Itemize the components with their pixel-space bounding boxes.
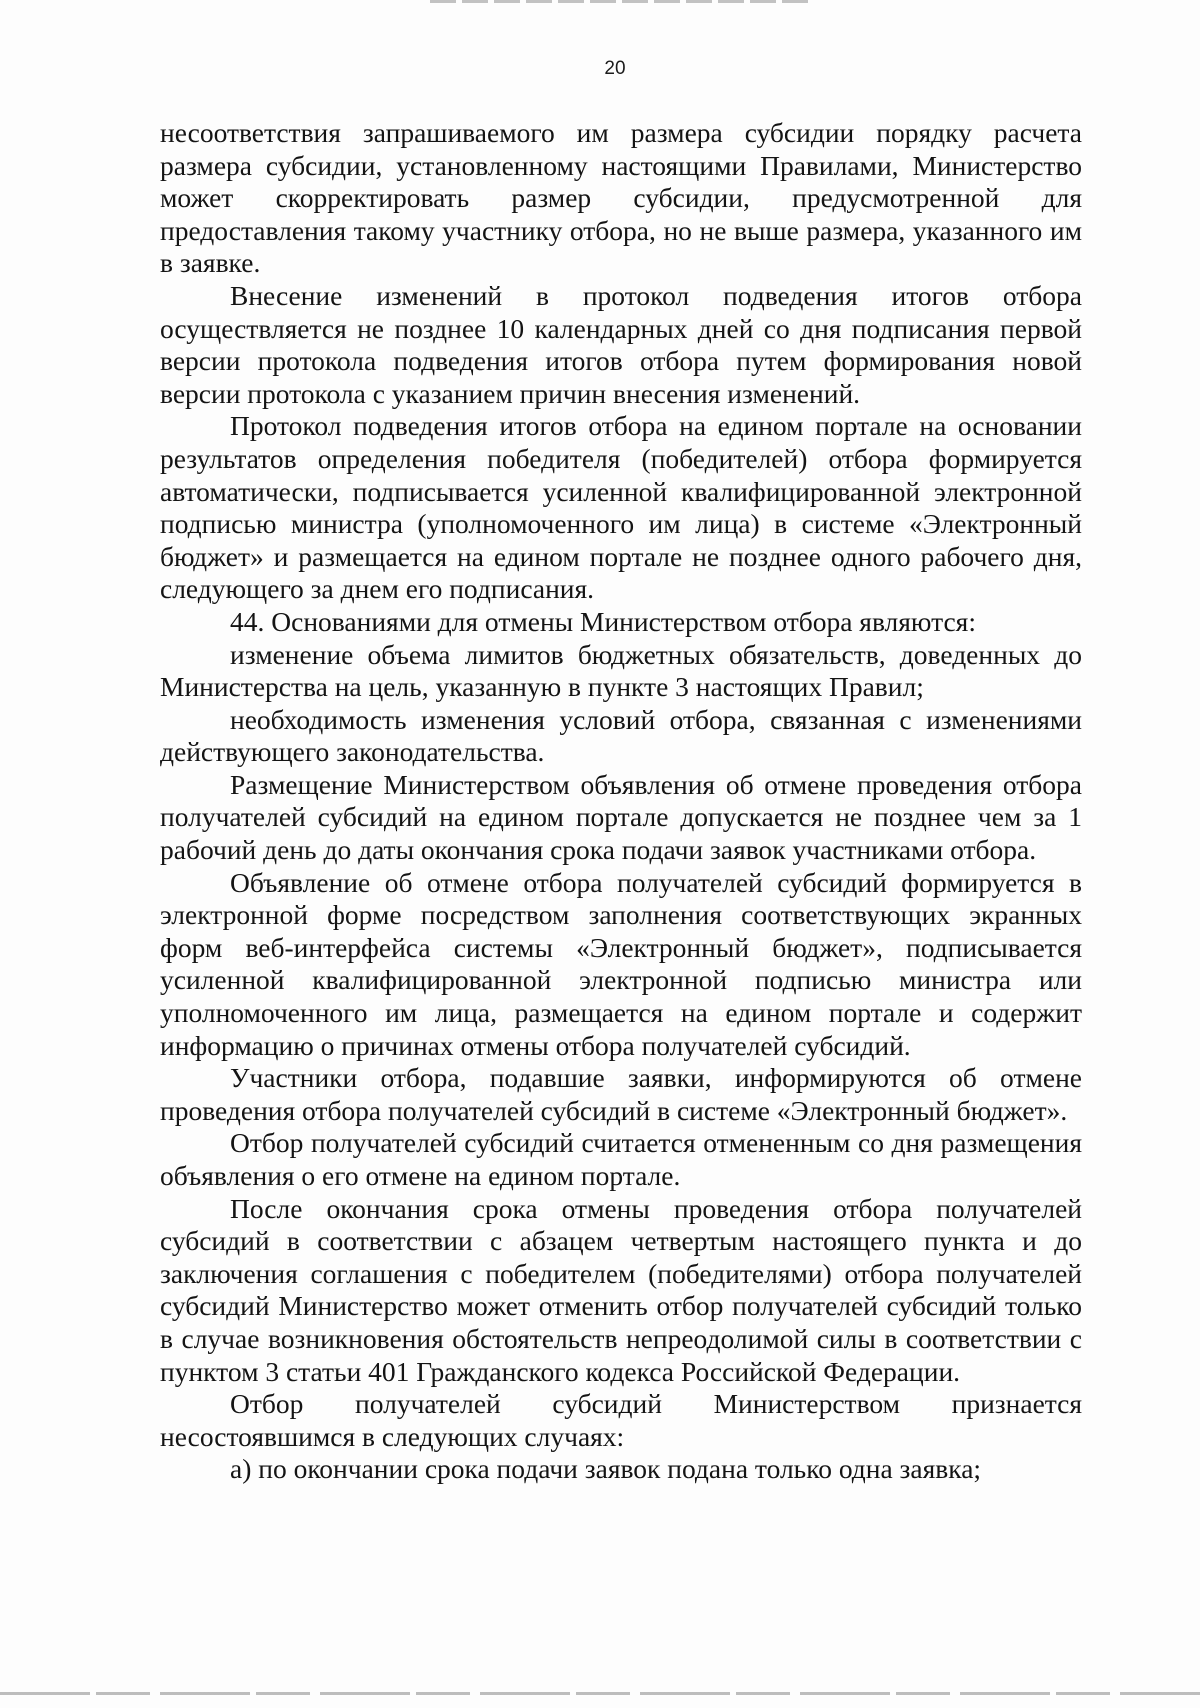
paragraph: Объявление об отмене отбора получателей субсидий формируется в электронной форме посредством заполнения соответствующих экранных форм веб-интерфейса системы «Электронный бюджет», подписывается усиленной квалифицированной электронной подписью министра или уполномоченного им лица, размещается на едином портале и содержит информацию о причинах отмены отбора получателей субсидий. — [160, 866, 1082, 1061]
paragraph: Отбор получателей субсидий Министерством признается несостоявшимся в следующих случаях: — [160, 1388, 1082, 1452]
paragraph: 44. Основаниями для отмены Министерством отбора являются: — [230, 605, 976, 637]
paragraph: Размещение Министерством объявления об отмене проведения отбора получателей субсидий на едином портале допускается не позднее чем за 1 рабочий день до даты окончания срока подачи заявок участниками отбора. — [160, 768, 1082, 866]
paragraph: изменение объема лимитов бюджетных обязательств, доведенных до Министерства на цель, указанную в пункте 3 настоящих Правил; — [160, 638, 1082, 703]
paragraph: несоответствия запрашиваемого им размера субсидии порядку расчета размера субсидии, установленному настоящими Правилами, Министерство может скорректировать размер субсидии, предусмотренной для предоставления такому участнику отбора, но не выше размера, указанного им в заявке. — [160, 117, 1082, 279]
paragraph: а) по окончании срока подачи заявок подана только одна заявка; — [230, 1453, 982, 1485]
paragraph: Участники отбора, подавшие заявки, информируются об отмене проведения отбора получателей субсидий в системе «Электронный бюджет». — [160, 1062, 1082, 1126]
paragraph: Внесение изменений в протокол подведения итогов отбора осуществляется не позднее 10 календарных дней со дня подписания первой версии протокола подведения итогов отбора путем формирования новой версии протокола с указанием причин внесения изменений. — [160, 279, 1082, 409]
scan-edge-bottom — [0, 1692, 1200, 1695]
paragraph: Отбор получателей субсидий считается отмененным со дня размещения объявления о его отмене на едином портале. — [160, 1127, 1082, 1191]
paragraph: После окончания срока отмены проведения отбора получателей субсидий в соответствии с абзацем четвертым настоящего пункта и до заключения соглашения с победителем (победителями) отбора получателей субсидий Министерство может отменить отбор получателей субсидий только в случае возникновения обстоятельств непреодолимой силы в соответствии с пунктом 3 статьи 401 Гражданского кодекса Российской Федерации. — [160, 1192, 1082, 1387]
scan-edge-top — [430, 0, 810, 3]
page-number: 20 — [604, 58, 626, 79]
paragraph: Протокол подведения итогов отбора на едином портале на основании результатов определения победителя (победителей) отбора формируется автоматически, подписывается усиленной квалифицированной электронной подписью министра (уполномоченного им лица) в системе «Электронный бюджет» и размещается на едином портале не позднее одного рабочего дня, следующего за днем его подписания. — [160, 410, 1082, 605]
document-body — [160, 117, 1082, 1486]
paragraph: необходимость изменения условий отбора, связанная с изменениями действующего законодательства. — [160, 703, 1082, 768]
